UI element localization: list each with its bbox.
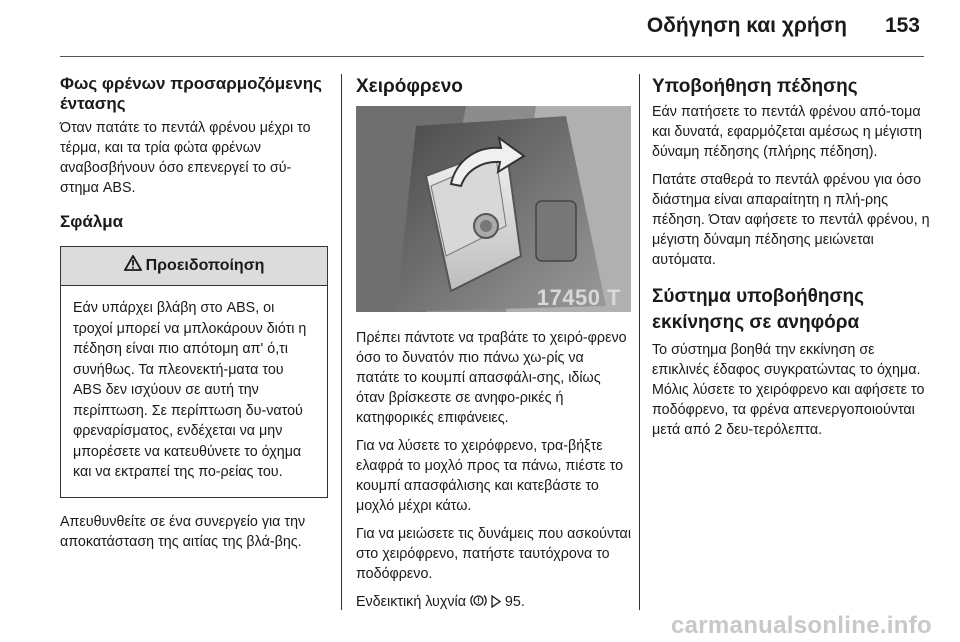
handbrake-drawing xyxy=(356,106,631,312)
adaptive-brake-lights-text: Όταν πατάτε το πεντάλ φρένου μέχρι το τέρμα, και τα τρία φώτα φρένων αναβοσβήνουν όσο επενεργεί το σύ-στημα ABS. xyxy=(60,120,311,196)
handbrake-para-2: Για να λύσετε το χειρόφρενο, τρα-βήξτε ελαφρά το μοχλό προς τα πάνω, πιέστε το κουμπί απασφάλισης και κατεβάστε το μοχλό μέχρι κάτω. xyxy=(356,438,624,514)
column-divider-2 xyxy=(639,74,640,610)
column-left xyxy=(60,74,328,560)
indicator-page-ref: 95. xyxy=(504,594,525,610)
warning-header xyxy=(61,247,327,286)
brake-warning-light-icon xyxy=(470,593,487,614)
page-number: 153 xyxy=(884,14,920,37)
warning-triangle-icon xyxy=(124,255,142,277)
warning-box xyxy=(60,246,328,498)
section-title-adaptive-brake-lights: Φως φρένων προσαρμοζόμενης έντασης xyxy=(60,74,322,113)
fault-advice-text: Απευθυνθείτε σε ένα συνεργείο για την αποκατάσταση της αιτίας της βλά-βης. xyxy=(60,513,306,550)
hill-start-assist-text: Το σύστημα βοηθά την εκκίνηση σε επικλινές έδαφος συγκρατώντας το όχημα. Μόλις λύσετε το χειρόφρενο και αφήσετε το ποδόφρενο, τα φρένα απενεργοποιούνται μετά από 2 δευ-τερόλεπτα. xyxy=(652,342,925,438)
page-header xyxy=(647,14,920,50)
warning-text: Εάν υπάρχει βλάβη στο ABS, οι τροχοί μπορεί να μπλοκάρουν διότι η πέδηση είναι πιο απότομη απ' ό,τι συνήθως. Τα πλεονεκτή-ματα του ABS δεν ισχύουν σε αυτή την περίπτωση. Σε περίπτωση δυ-νατού φρεναρίσματος, ενδέχεται να μην μπορέσετε να κατευθύνετε το όχημα και να εκτραπεί της πο-ρείας του. xyxy=(73,300,307,480)
handbrake-para-3: Για να μειώσετε τις δυνάμεις που ασκούνται στο χειρόφρενο, πατήστε ταυτόχρονα το ποδόφρενο. xyxy=(356,526,631,582)
brake-assist-para-2: Πατάτε σταθερά το πεντάλ φρένου για όσο διάστημα είναι απαραίτητη η πλή-ρης πέδηση. Όταν αφήσετε το πεντάλ φρένου, η μέγιστη δύναμη πέδησης μειώνεται αυτόματα. xyxy=(652,172,930,268)
section-title-hill-start-assist: Σύστημα υποβοήθησης εκκίνησης σε ανηφόρα xyxy=(652,286,864,333)
indicator-line xyxy=(356,592,631,614)
image-code: 17450 T xyxy=(536,285,621,310)
brake-assist-para-1: Εάν πατήσετε το πεντάλ φρένου από-τομα και δυνατά, εφαρμόζεται αμέσως η μέγιστη δύναμη πέδησης (πλήρης πέδηση). xyxy=(652,104,923,160)
column-middle xyxy=(356,74,631,622)
footer-watermark: carmanualsonline.info xyxy=(670,612,932,639)
indicator-prefix: Ενδεικτική λυχνία xyxy=(356,594,466,610)
handbrake-para-1: Πρέπει πάντοτε να τραβάτε το χειρό-φρενο όσο το δυνατόν πιο πάνω χω-ρίς να πατάτε το κουμπί απασφάλι-σης, ιδίως όταν βρίσκεστε σε ανηφο-ρικές ή κατηφορικές επιφάνειες. xyxy=(356,330,627,426)
header-divider xyxy=(60,56,924,57)
column-divider-1 xyxy=(341,74,342,610)
section-title-handbrake: Χειρόφρενο xyxy=(356,76,463,97)
handbrake-illustration xyxy=(356,106,631,312)
header-title: Οδήγηση και χρήση xyxy=(646,14,847,37)
section-title-fault: Σφάλμα xyxy=(60,212,124,231)
section-title-brake-assist: Υποβοήθηση πέδησης xyxy=(652,76,858,97)
page-reference-arrow-icon xyxy=(491,594,501,614)
warning-title: Προειδοποίηση xyxy=(145,257,265,274)
column-right xyxy=(652,74,932,448)
